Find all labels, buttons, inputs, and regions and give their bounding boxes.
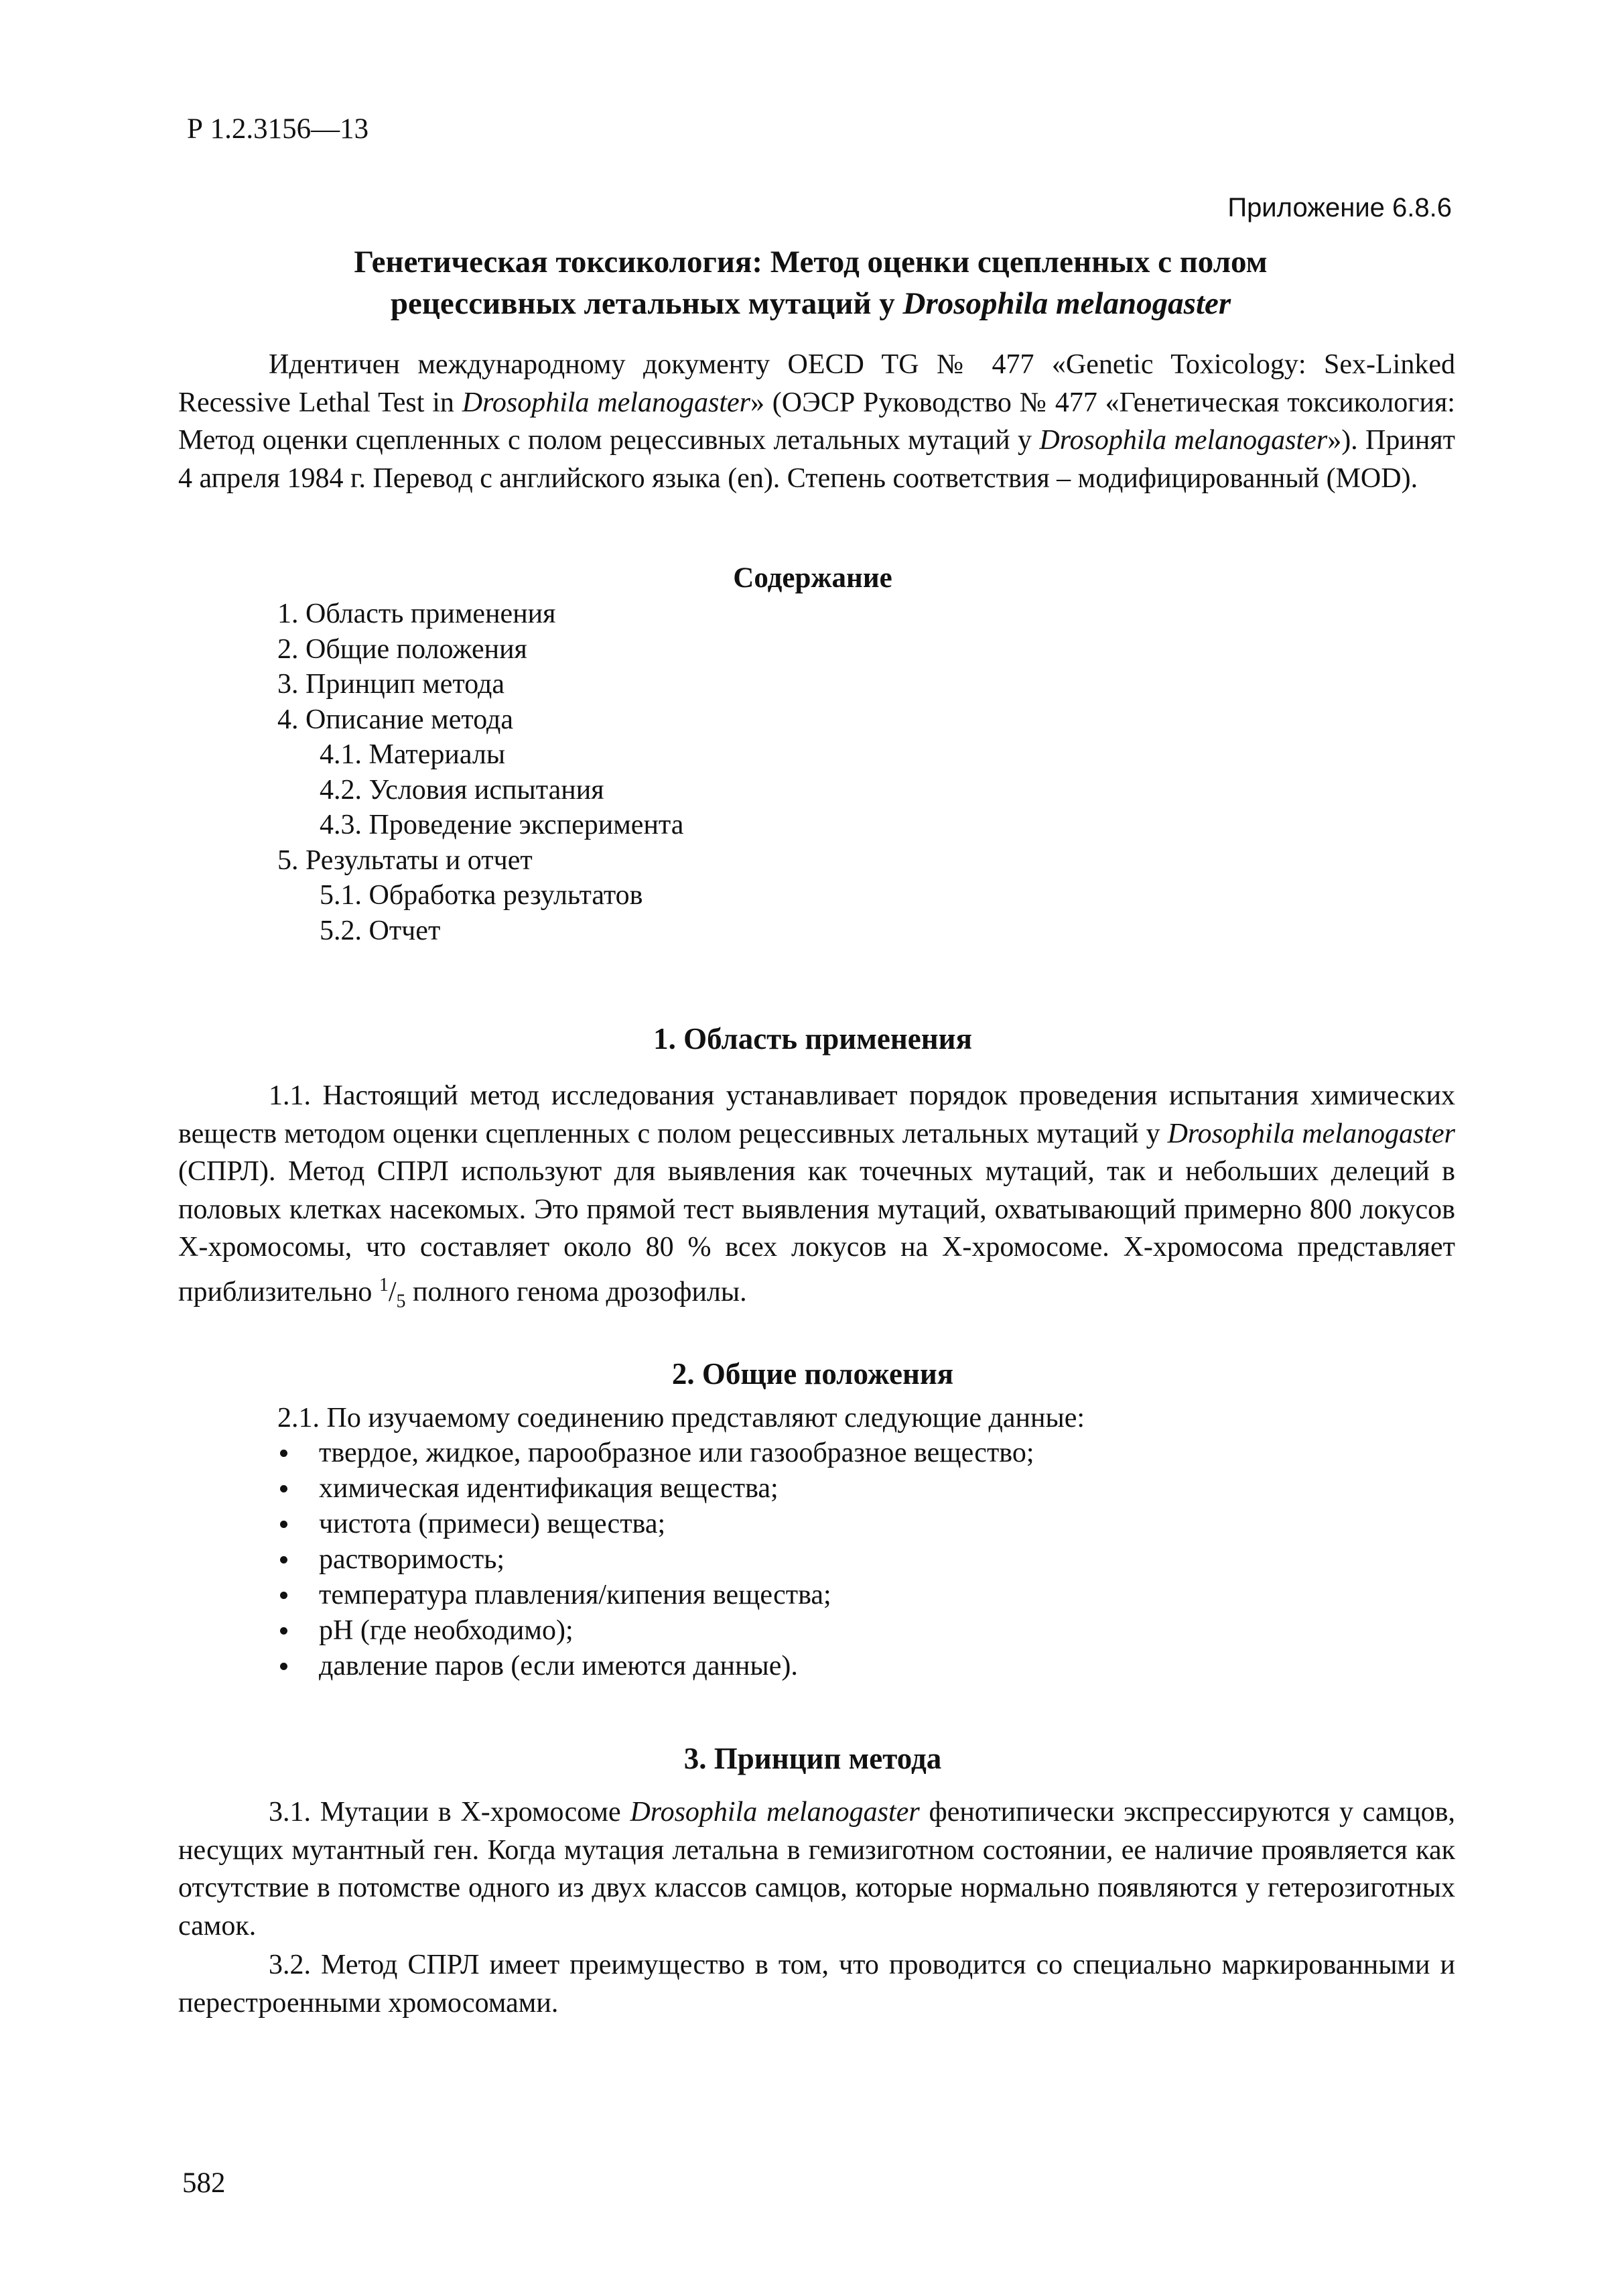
section-3-heading: 3. Принцип метода xyxy=(683,1742,942,1775)
section-3-paragraph-1 xyxy=(178,1793,1455,1945)
toc-item: 4. Описание метода xyxy=(277,704,513,735)
toc-title: Содержание xyxy=(733,562,892,594)
list-item-text: растворимость; xyxy=(319,1544,505,1575)
title-species: Drosophila melanogaster xyxy=(902,286,1231,321)
list-item-text: чистота (примеси) вещества; xyxy=(319,1509,666,1539)
list-item xyxy=(277,1471,1034,1507)
list-item-text: твердое, жидкое, парообразное или газообразное вещество; xyxy=(319,1438,1034,1468)
list-item xyxy=(277,1649,1034,1684)
bullet-icon xyxy=(280,1592,287,1599)
list-item-text: температура плавления/кипения вещества; xyxy=(319,1580,831,1610)
bullet-icon xyxy=(280,1663,287,1670)
page-number: 582 xyxy=(182,2167,226,2199)
list-item xyxy=(277,1578,1034,1613)
list-item-text: pH (где необходимо); xyxy=(319,1615,573,1646)
document-title xyxy=(174,241,1447,324)
s1-text-2: (СПРЛ). Метод СПРЛ используют для выявления как точечных мутаций, так и небольших делеций в половых клетках насекомых. Это прямой тест выявления мутаций, охватывающий примерно 800 локусов Х-хромосомы, что составляет около 80 % всех локусов на Х-хромосоме. Х-хромосома представляет приблизительно xyxy=(178,1156,1455,1308)
toc-item: 5. Результаты и отчет xyxy=(277,844,533,876)
bullet-icon xyxy=(280,1627,287,1635)
title-line-1: Генетическая токсикология: Метод оценки сцепленных с полом xyxy=(354,245,1268,279)
intro-paragraph xyxy=(178,346,1455,497)
list-item-text: химическая идентификация вещества; xyxy=(319,1473,779,1504)
list-item-text: давление паров (если имеются данные). xyxy=(319,1651,798,1681)
intro-species-2: Drosophila melanogaster xyxy=(1039,425,1328,456)
section-2-intro: 2.1. По изучаемому соединению представляют следующие данные: xyxy=(277,1403,1085,1433)
list-item xyxy=(277,1436,1034,1471)
title-line-2-text: рецессивных летальных мутаций у xyxy=(390,286,903,321)
bullet-icon xyxy=(280,1521,287,1528)
s3-species: Drosophila melanogaster xyxy=(630,1797,920,1828)
intro-text-2: » (ОЭСР Руководство № 477 «Генетическая токсикология: Метод оценки сцепленных с полом рецессивных летальных мутаций у xyxy=(178,387,1455,456)
s1-species: Drosophila melanogaster xyxy=(1167,1118,1455,1149)
s3-text-2: фенотипически экспрессируются у самцов, несущих мутантный ген. Когда мутация летальна в гемизиготном состоянии, ее наличие проявляется как отсутствие в потомстве одного из двух классов самцов, которые нормально появляются у гетерозиготных самок. xyxy=(178,1797,1455,1941)
toc-item: 2. Общие положения xyxy=(277,633,527,665)
toc-subitem: 4.3. Проведение эксперимента xyxy=(320,810,684,840)
s1-text-3: полного генома дрозофилы. xyxy=(405,1276,747,1308)
list-item xyxy=(277,1613,1034,1649)
bullet-icon xyxy=(280,1450,287,1457)
toc-subitem: 4.2. Условия испытания xyxy=(320,774,604,806)
section-2-list xyxy=(277,1436,1034,1684)
fraction-numerator: 1 xyxy=(379,1274,389,1295)
section-1-heading: 1. Область применения xyxy=(653,1022,972,1056)
table-of-contents xyxy=(277,596,683,948)
intro-text-1: Идентичен международному документу OECD TG № 477 «Genetic Toxicology: Sex-Linked Recessive Lethal Test in xyxy=(178,349,1455,418)
document-code: Р 1.2.3156—13 xyxy=(187,113,369,145)
toc-subitem: 5.2. Отчет xyxy=(320,915,441,946)
title-line-2 xyxy=(174,283,1447,324)
intro-text-3: »). Принят 4 апреля 1984 г. Перевод с английского языка (en). Степень соответствия – модифицированный (MOD). xyxy=(178,425,1455,494)
bullet-icon xyxy=(280,1485,287,1492)
section-1-paragraph: 1.1. Настоящий метод исследования устанавливает порядок проведения испытания химических веществ методом оценки сцепленных с полом рецессивных летальных мутаций у Drosophila melanogaster (СПРЛ). Метод СПРЛ используют для выявления как точечных мутаций, так и небольших делеций в половых клетках насекомых. Это прямой тест выявления мутаций, охватывающий примерно 800 локусов Х-хромосомы, что составляет около 80 % всех локусов на Х-хромосоме. Х-хромосома представляет приблизительно $^1/_5$ полного генома дрозофилы. xyxy=(178,1080,1455,1312)
toc-subitem: 4.1. Материалы xyxy=(320,739,506,770)
bullet-icon xyxy=(280,1556,287,1564)
appendix-label: Приложение 6.8.6 xyxy=(1227,193,1452,222)
section-3-paragraph-2: 3.2. Метод СПРЛ имеет преимущество в том, что проводится со специально маркированными и перестроенными хромосомами. xyxy=(178,1950,1455,2019)
fraction-denominator: 5 xyxy=(396,1290,406,1312)
toc-subitem: 5.1. Обработка результатов xyxy=(320,880,643,911)
section-2-heading: 2. Общие положения xyxy=(671,1357,954,1391)
s1-text-1: 1.1. Настоящий метод исследования устанавливает порядок проведения испытания химических веществ методом оценки сцепленных с полом рецессивных летальных мутаций у xyxy=(178,1080,1455,1149)
list-item xyxy=(277,1542,1034,1578)
toc-item: 3. Принцип метода xyxy=(277,669,505,700)
intro-species-1: Drosophila melanogaster xyxy=(462,387,750,418)
s3-text-1: 3.1. Мутации в Х-хромосоме xyxy=(269,1797,630,1828)
list-item xyxy=(277,1507,1034,1542)
toc-item: 1. Область применения xyxy=(277,598,556,629)
